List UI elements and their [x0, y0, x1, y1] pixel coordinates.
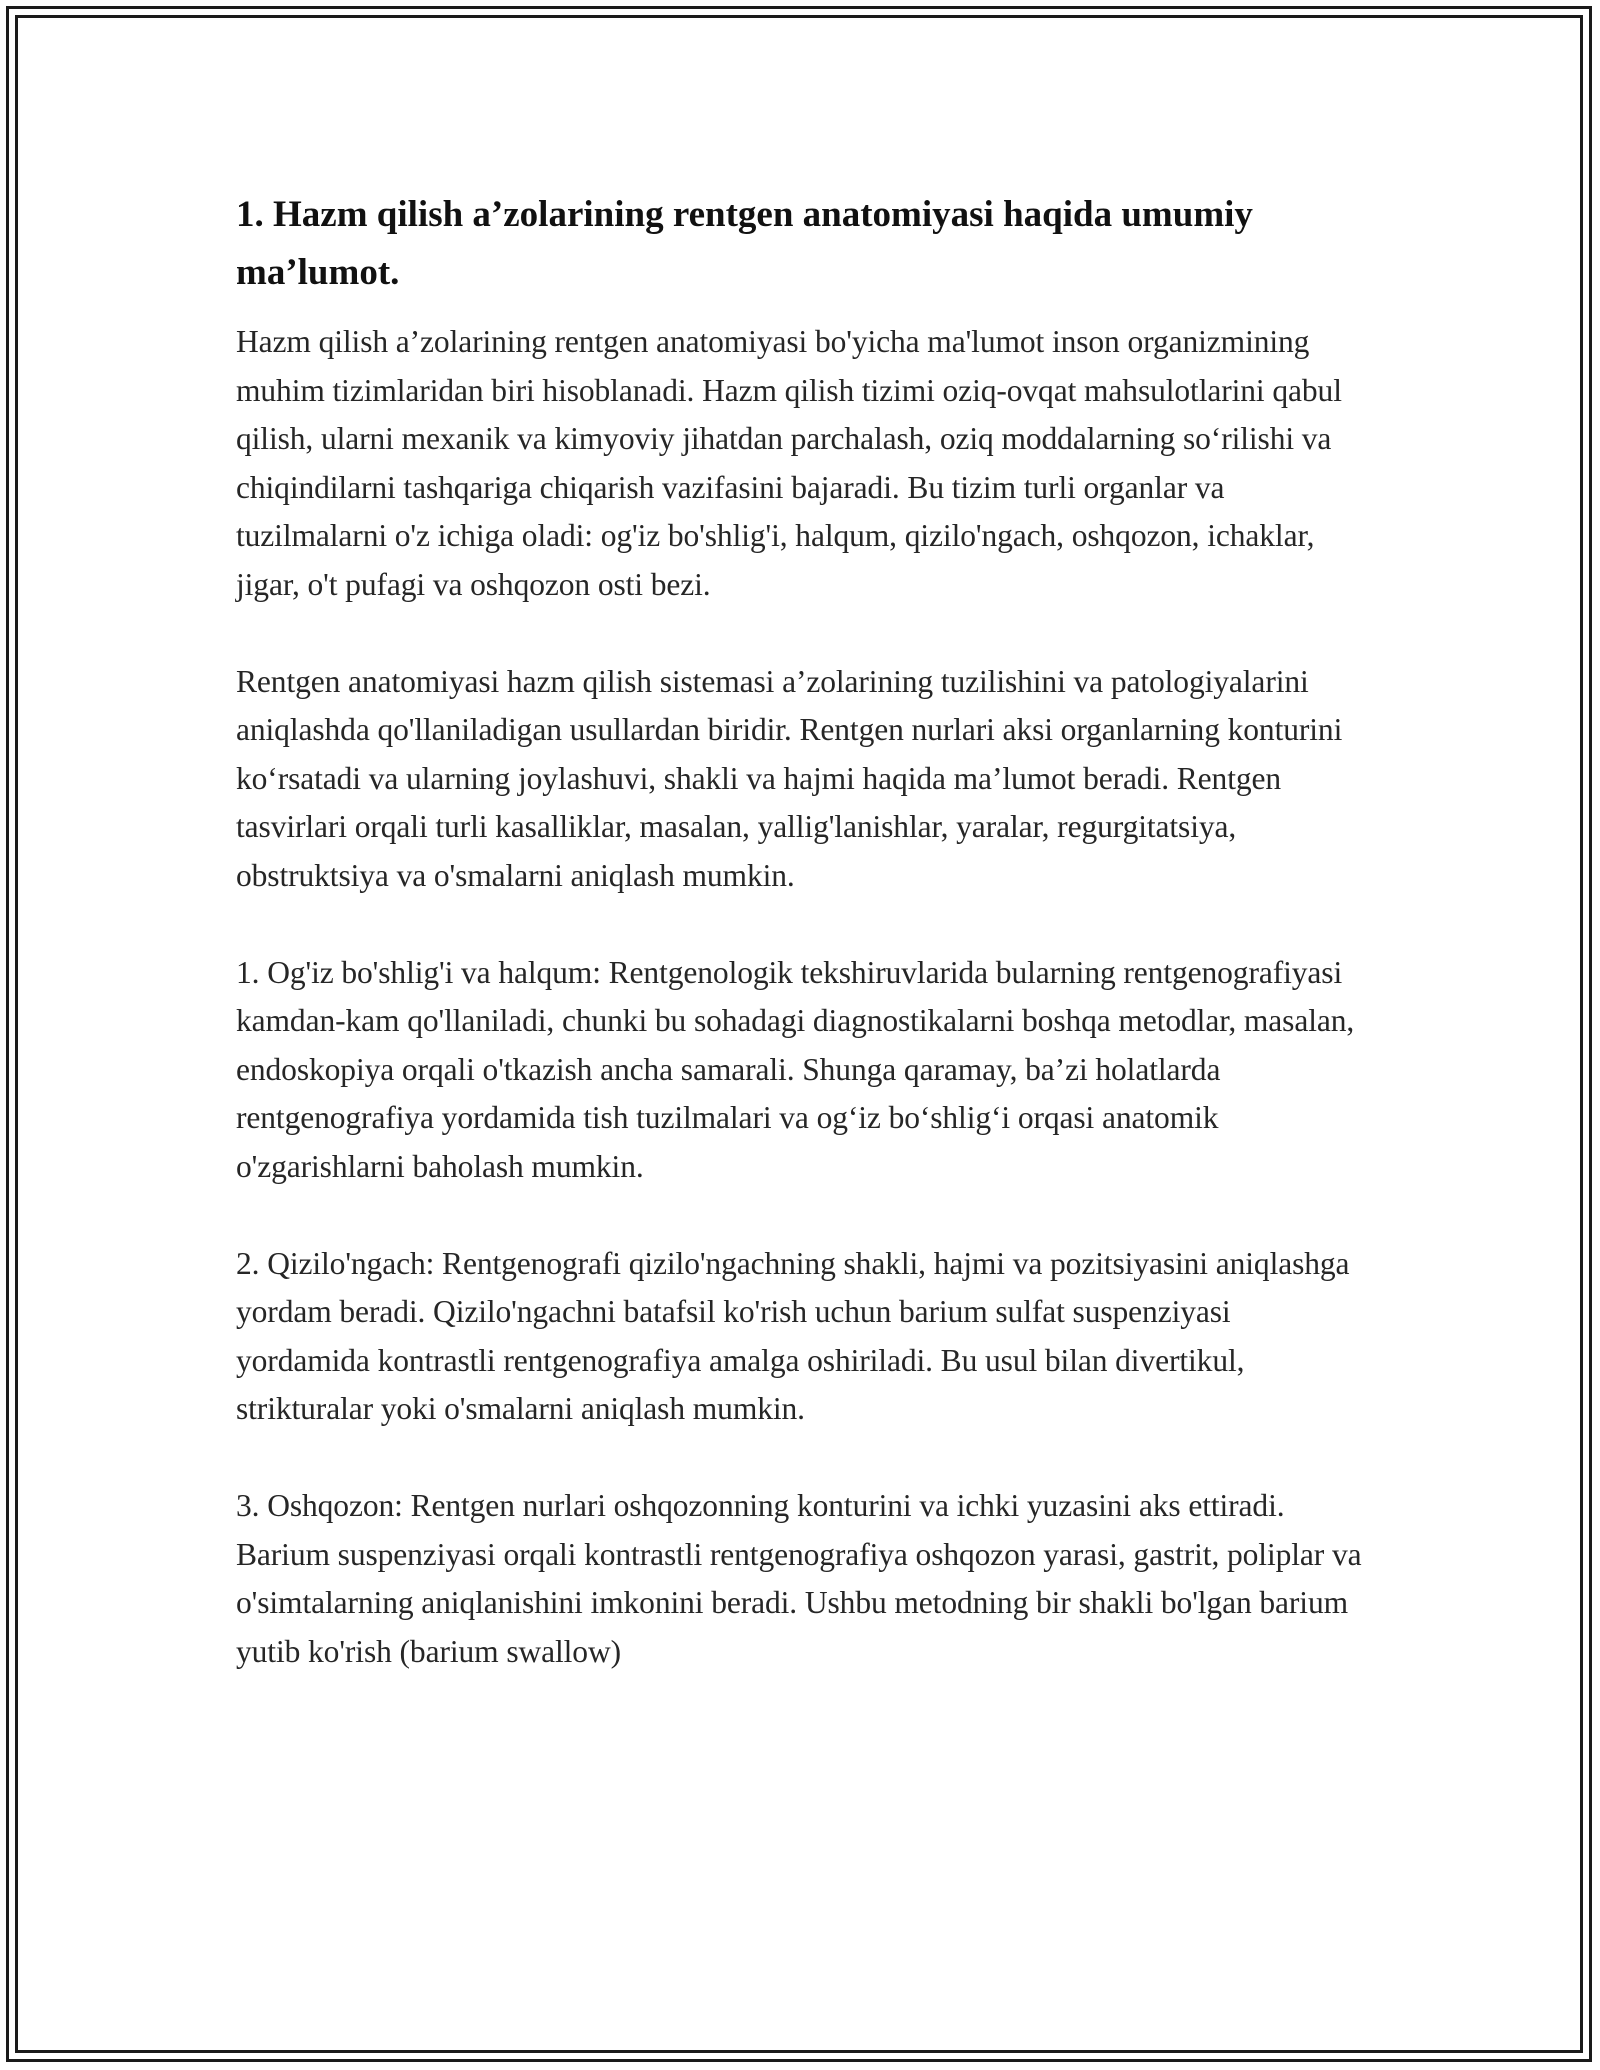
document-title: 1. Hazm qilish a’zolarining rentgen anatomiyasi haqida umumiy ma’lumot.: [236, 194, 1253, 293]
paragraph-rentgen-anatomy: Rentgen anatomiyasi hazm qilish sistemasi a’zolarining tuzilishini va patologiyalarini aniqlashda qo'llaniladigan usullardan biridir. Rentgen nurlari aksi organlarning konturini ko‘rsatadi va ularning joylashuvi, shakli va hajmi haqida ma’lumot beradi. Rentgen tasvirlari orqali turli kasalliklar, masalan, yallig'lanishlar, yaralar, regurgitatsiya, obstruktsiya va o'smalarni aniqlash mumkin.: [236, 663, 1343, 893]
paragraph-intro: Hazm qilish a’zolarining rentgen anatomiyasi bo'yicha ma'lumot inson organizmining muhim tizimlaridan biri hisoblanadi. Hazm qilish tizimi oziq-ovqat mahsulotlarini qabul qilish, ularni mexanik va kimyoviy jihatdan parchalash, oziq moddalarning so‘rilishi va chiqindilarni tashqariga chiqarish vazifasini bajaradi. Bu tizim turli organlar va tuzilmalarni o'z ichiga oladi: og'iz bo'shlig'i, halqum, qizilo'ngach, oshqozon, ichaklar, jigar, o't pufagi va oshqozon osti bezi.: [236, 324, 1342, 602]
document-body: [236, 186, 1366, 1676]
paragraph-oral-cavity: 1. Og'iz bo'shlig'i va halqum: Rentgenologik tekshiruvlarida bularning rentgenografiyasi kamdan-kam qo'llaniladi, chunki bu sohadagi diagnostikalarni boshqa metodlar, masalan, endoskopiya orqali o'tkazish ancha samarali. Shunga qaramay, ba’zi holatlarda rentgenografiya yordamida tish tuzilmalari va og‘iz bo‘shlig‘i orqasi anatomik o'zgarishlarni baholash mumkin.: [236, 954, 1355, 1184]
paragraph-esophagus: 2. Qizilo'ngach: Rentgenografi qizilo'ngachning shakli, hajmi va pozitsiyasini aniqlashga yordam beradi. Qizilo'ngachni batafsil ko'rish uchun barium sulfat suspenziyasi yordamida kontrastli rentgenografiya amalga oshiriladi. Bu usul bilan divertikul, strikturalar yoki o'smalarni aniqlash mumkin.: [236, 1245, 1350, 1426]
paragraph-stomach: 3. Oshqozon: Rentgen nurlari oshqozonning konturini va ichki yuzasini aks ettiradi. Barium suspenziyasi orqali kontrastli rentgenografiya oshqozon yarasi, gastrit, poliplar va o'simtalarning aniqlanishini imkonini beradi. Ushbu metodning bir shakli bo'lgan barium yutib ko'rish (barium swallow): [236, 1488, 1362, 1669]
